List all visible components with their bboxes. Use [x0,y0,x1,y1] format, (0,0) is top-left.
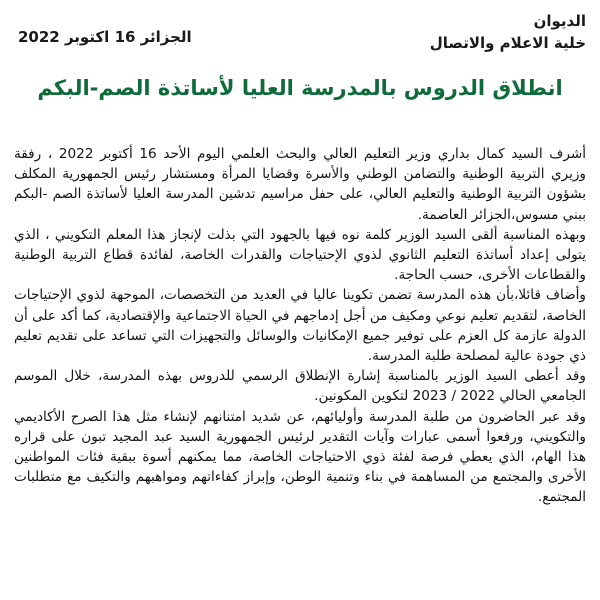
paragraph-4: وقد أعطى السيد الوزير بالمناسبة إشارة الإنطلاق الرسمي للدروس بهذه المدرسة، خلال الموسم الجامعي الحالي 2022 / 2023 لتكوين المكونين. [14,368,586,405]
dateline: الجزائر 16 اكتوبر 2022 [18,28,192,46]
letterhead [18,10,586,66]
paragraph-5: وقد عبر الحاضرون من طلبة المدرسة وأوليائهم، عن شديد امتنانهم لإنشاء مثل هذا الصرح الأكاديمي والتكويني، ورفعوا أسمى عبارات وآيات التقدير لرئيس الجمهورية السيد عبد المجيد تبون على قراره هذا الهام، الذي يعطي فرصة لفئة ذوي الاحتياجات الخاصة، مما يمكنهم أسوة ببقية فئات المواطنين الأخرى والمجتمع من المساهمة في بناء وتنمية الوطن، وإبراز كفاءاتهم ومواهبهم والتكيف مع متطلبات المجتمع. [14,408,586,506]
office-unit: خلية الاعلام والاتصال [429,34,586,52]
press-release-title: انطلاق الدروس بالمدرسة العليا لأساتذة الصم-البكم [37,76,563,100]
paragraph-3: وأضاف قائلا،بأن هذه المدرسة تضمن تكوينا عاليا في العديد من التخصصات، الموجهة لذوي الإحتياجات الخاصة، لتقديم تعليم نوعي ومكيف من أجل إدماجهم في الحياة الاجتماعية والإقتصادية، كما أكد على أن الدولة عازمة كل العزم على توفير جميع الإمكانيات والوسائل والتجهيزات التي تساعد على تقديم تعليم ذي جودة عالية لمصلحة طلبة المدرسة. [14,287,586,365]
office-name: الديوان [533,12,586,30]
paragraph-2: وبهذه المناسبة ألقى السيد الوزير كلمة نوه فيها بالجهود التي بذلت لإنجاز هذا المعلم التكويني ، الذي يتولى إعداد أساتذة التعليم الثانوي لذوي الإحتياجات والقدرات الخاصة، لفائدة قطاع التربية الوطنية والقطاعات الأخرى، حسب الحاجة. [14,226,586,284]
press-release-body [14,144,586,508]
issuing-office [430,10,586,54]
paragraph-1: أشرف السيد كمال بداري وزير التعليم العالي والبحث العلمي اليوم الأحد 16 أكتوبر 2022 ، رفقة وزيري التربية الوطنية والتضامن الوطني والأسرة وقضايا المرأة ومستشار رئيس الجمهورية المكلف بشؤون التربية الوطنية والتعليم العالي، على حفل مراسيم تدشين المدرسة العليا لأساتذة الصم -البكم ببني مسوس،الجزائر العاصمة. [14,146,586,223]
